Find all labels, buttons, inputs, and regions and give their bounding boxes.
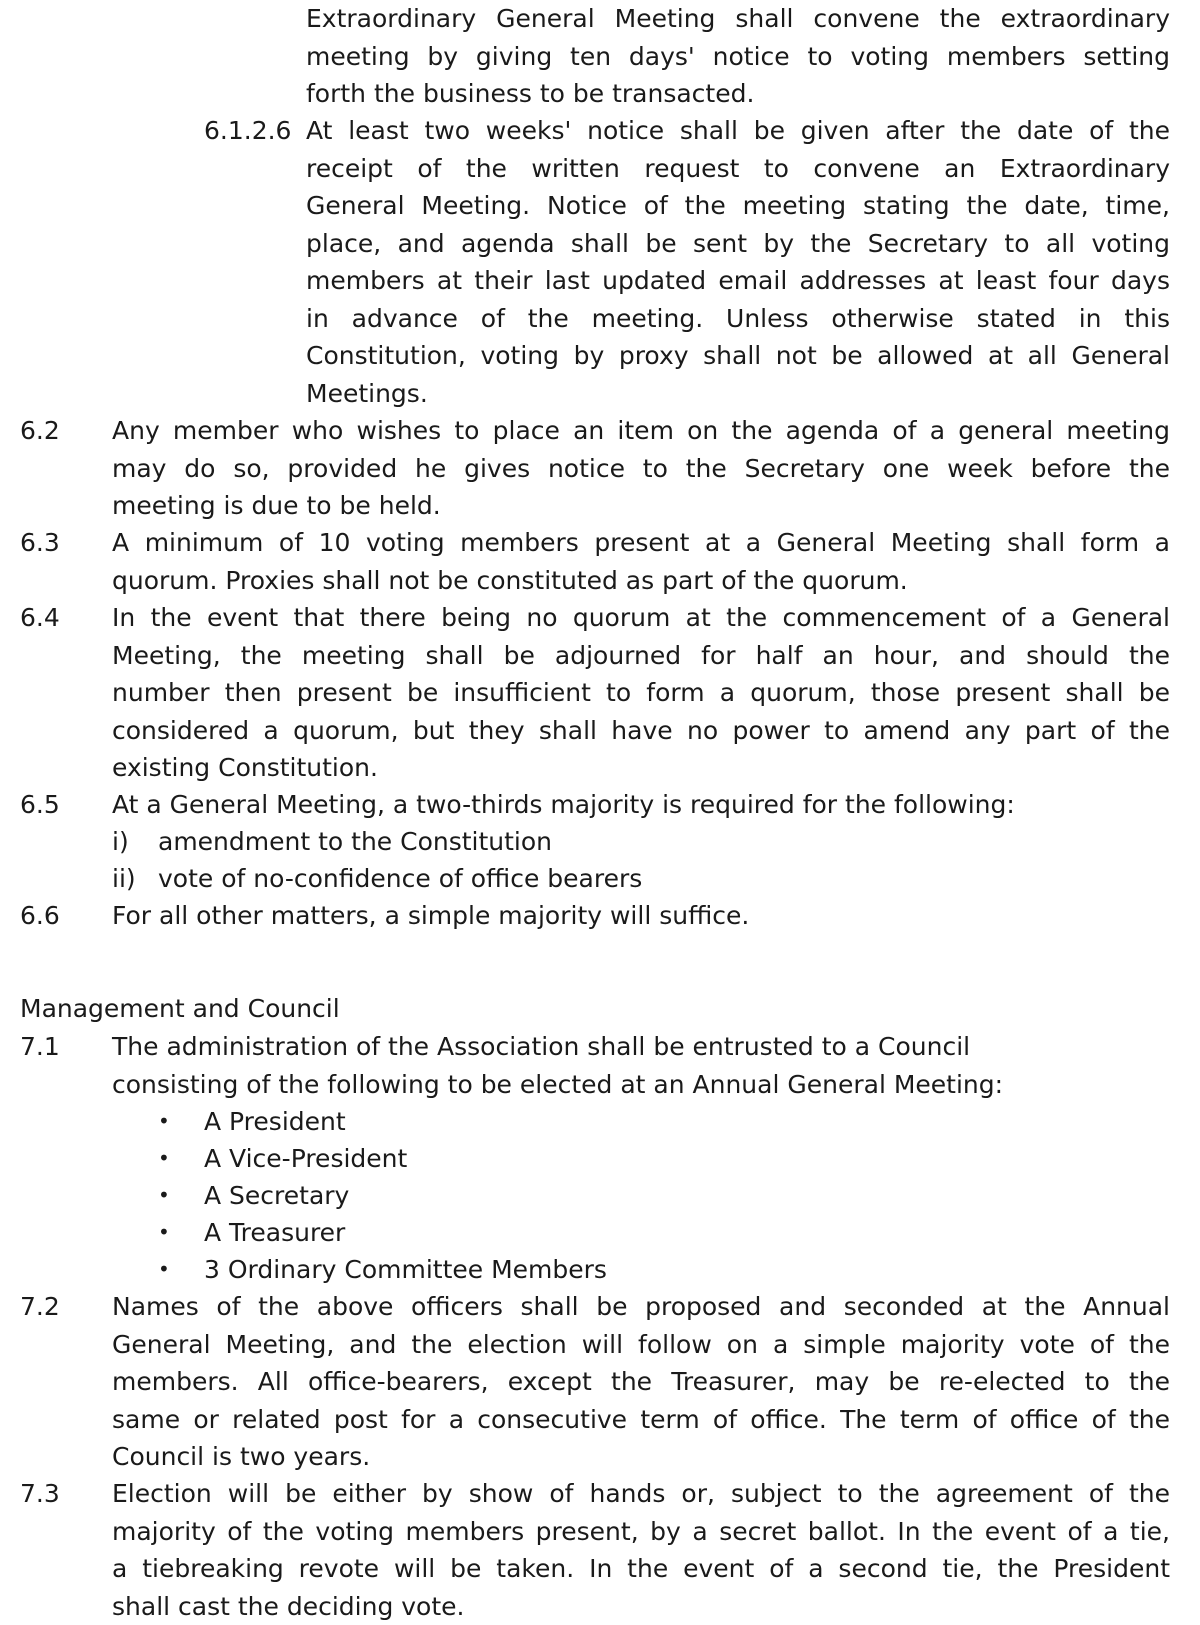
text-line: General Meeting, and the election will follow on a simple majority vote of the bbox=[112, 1326, 1170, 1364]
text-line: number then present be insufficient to form a quorum, those present shall be bbox=[112, 674, 1170, 712]
text-line: majority of the voting members present, by a secret ballot. In the event of a tie, bbox=[112, 1513, 1170, 1551]
text-line: existing Constitution. bbox=[112, 749, 1170, 787]
text-line: in advance of the meeting. Unless otherwise stated in this bbox=[306, 300, 1170, 338]
clause-6-3-text bbox=[112, 524, 1170, 599]
clause-number: 6.2 bbox=[20, 412, 60, 450]
text-line: receipt of the written request to convene an Extraordinary bbox=[306, 150, 1170, 188]
clause-7-3-text bbox=[112, 1475, 1170, 1625]
list-item-text: A Secretary bbox=[204, 1177, 349, 1215]
text-line: Constitution, voting by proxy shall not be allowed at all General bbox=[306, 337, 1170, 375]
text-line: shall cast the deciding vote. bbox=[112, 1588, 1170, 1625]
clause-number: 6.6 bbox=[20, 897, 60, 935]
clause-number: 6.3 bbox=[20, 524, 60, 562]
text-line: Names of the above officers shall be proposed and seconded at the Annual bbox=[112, 1288, 1170, 1326]
text-line: A minimum of 10 voting members present at a General Meeting shall form a bbox=[112, 524, 1170, 562]
bullet-icon: • bbox=[158, 1177, 170, 1215]
text-line: quorum. Proxies shall not be constituted as part of the quorum. bbox=[112, 562, 1170, 600]
text-line: may do so, provided he gives notice to the Secretary one week before the bbox=[112, 450, 1170, 488]
text-line: same or related post for a consecutive term of office. The term of office of the bbox=[112, 1401, 1170, 1439]
text-line: Council is two years. bbox=[112, 1438, 1170, 1476]
text-line: The administration of the Association shall be entrusted to a Council bbox=[112, 1028, 1170, 1066]
clause-number: 7.3 bbox=[20, 1475, 60, 1513]
clause-number: 6.5 bbox=[20, 786, 60, 824]
list-item-text: A President bbox=[204, 1103, 346, 1141]
text-line: place, and agenda shall be sent by the Secretary to all voting bbox=[306, 225, 1170, 263]
text-line: considered a quorum, but they shall have no power to amend any part of the bbox=[112, 712, 1170, 750]
clause-7-1-text bbox=[112, 1028, 1170, 1103]
list-item-text: vote of no-confidence of office bearers bbox=[158, 860, 642, 898]
list-item-text: 3 Ordinary Committee Members bbox=[204, 1251, 607, 1289]
list-marker: i) bbox=[112, 823, 129, 861]
text-line: General Meeting. Notice of the meeting stating the date, time, bbox=[306, 187, 1170, 225]
clause-continuation bbox=[306, 0, 1170, 113]
text-line: Meeting, the meeting shall be adjourned for half an hour, and should the bbox=[112, 637, 1170, 675]
text-line: For all other matters, a simple majority will suffice. bbox=[112, 897, 1170, 935]
bullet-icon: • bbox=[158, 1214, 170, 1252]
clause-number: 6.4 bbox=[20, 599, 60, 637]
clause-number: 7.1 bbox=[20, 1028, 60, 1066]
text-line: forth the business to be transacted. bbox=[306, 75, 1170, 113]
list-item-text: A Vice-President bbox=[204, 1140, 407, 1178]
bullet-icon: • bbox=[158, 1251, 170, 1289]
list-item-text: A Treasurer bbox=[204, 1214, 345, 1252]
clause-6-4-text bbox=[112, 599, 1170, 787]
text-line: meeting is due to be held. bbox=[112, 487, 1170, 525]
section-heading: Management and Council bbox=[20, 990, 340, 1028]
text-line: In the event that there being no quorum at the commencement of a General bbox=[112, 599, 1170, 637]
text-line: Meetings. bbox=[306, 375, 1170, 413]
clause-6-2-text bbox=[112, 412, 1170, 525]
text-line: Election will be either by show of hands or, subject to the agreement of the bbox=[112, 1475, 1170, 1513]
text-line: members. All office-bearers, except the Treasurer, may be re-elected to the bbox=[112, 1363, 1170, 1401]
text-line: Any member who wishes to place an item on the agenda of a general meeting bbox=[112, 412, 1170, 450]
bullet-icon: • bbox=[158, 1103, 170, 1141]
bullet-icon: • bbox=[158, 1140, 170, 1178]
text-line: meeting by giving ten days' notice to voting members setting bbox=[306, 38, 1170, 76]
text-line: Extraordinary General Meeting shall convene the extraordinary bbox=[306, 0, 1170, 38]
clause-6-6-text bbox=[112, 897, 1170, 935]
text-line: At least two weeks' notice shall be given after the date of the bbox=[306, 112, 1170, 150]
text-line: members at their last updated email addresses at least four days bbox=[306, 262, 1170, 300]
clause-number: 7.2 bbox=[20, 1288, 60, 1326]
clause-7-2-text bbox=[112, 1288, 1170, 1476]
list-marker: ii) bbox=[112, 860, 136, 898]
clause-number: 6.1.2.6 bbox=[204, 112, 291, 150]
list-item-text: amendment to the Constitution bbox=[158, 823, 552, 861]
text-line: consisting of the following to be elected at an Annual General Meeting: bbox=[112, 1066, 1170, 1104]
text-line: At a General Meeting, a two-thirds majority is required for the following: bbox=[112, 786, 1170, 824]
clause-6-5-text bbox=[112, 786, 1170, 824]
clause-6-1-2-6-text bbox=[306, 112, 1170, 412]
text-line: a tiebreaking revote will be taken. In the event of a second tie, the President bbox=[112, 1550, 1170, 1588]
